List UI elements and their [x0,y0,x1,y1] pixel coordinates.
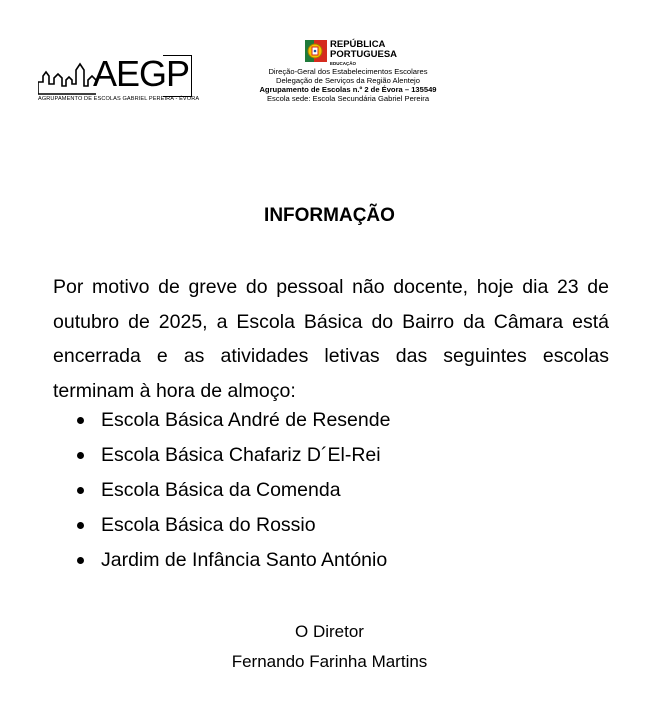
institution-line: Agrupamento de Escolas n.º 2 de Évora – 135549 [259,85,437,94]
school-name: Jardim de Infância Santo António [101,549,388,571]
bullet-icon [77,487,84,494]
bullet-icon [77,417,84,424]
school-name: Escola Básica da Comenda [101,479,341,501]
aegp-logo-frame [163,55,192,97]
list-item [0,543,390,578]
signature-name: Fernando Farinha Martins [231,652,428,671]
list-item [0,508,390,543]
list-item [0,473,390,508]
document-title: INFORMAÇÃO [264,205,395,226]
school-name: Escola Básica do Rossio [101,514,316,536]
republica-title-line2: PORTUGUESA [330,49,398,60]
republica-title-line1: REPÚBLICA [330,39,386,50]
bullet-icon [77,522,84,529]
school-name: Escola Básica André de Resende [101,409,391,431]
institution-line: Escola sede: Escola Secundária Gabriel Pereira [266,94,430,103]
aegp-logo-caption: AGRUPAMENTO DE ESCOLAS GABRIEL PEREIRA - ÉVORA [38,96,200,102]
notice-paragraph: Por motivo de greve do pessoal não docente, hoje dia 23 de outubro de 2025, a Escola Básica do Bairro da Câmara está encerrada e as atividades letivas das seguintes escolas terminam à hora de almoço: [53,276,609,402]
list-item [0,403,390,438]
portugal-coat-of-arms-icon [305,38,327,64]
institution-line: Direção-Geral dos Estabelecimentos Escolares [268,67,428,76]
aegp-logo-text: AEGP [93,53,190,94]
institution-line: Delegação de Serviços da Região Alentejo [276,76,420,85]
republica-title [330,40,397,60]
republica-subtitle: EDUCAÇÃO [330,61,357,66]
list-item [0,438,390,473]
bullet-icon [77,557,84,564]
signature-role: O Diretor [295,622,364,641]
city-skyline-icon [38,60,96,96]
school-list [0,403,390,578]
bullet-icon [77,452,84,459]
school-name: Escola Básica Chafariz D´El-Rei [101,444,381,466]
institution-lines [230,67,466,103]
